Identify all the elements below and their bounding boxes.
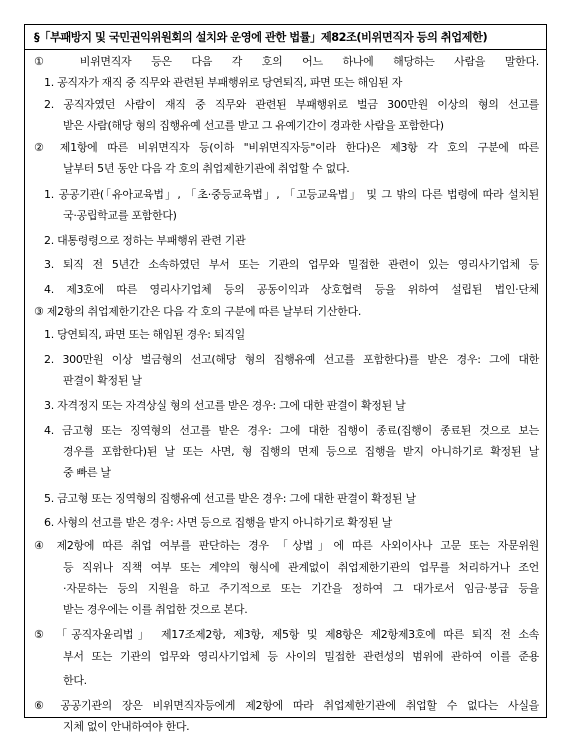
para-5-cont-1: 부서 또는 기관의 업무와 영리사기업체 등 사이의 밀접한 관련성의 범위에 관하여 이를 준용 xyxy=(63,650,539,663)
para-1: ① 비위면직자 등은 다음 각 호의 어느 하나에 해당하는 사람을 말한다. xyxy=(34,55,539,68)
para-4-cont-1: 등 직위나 직책 여부 또는 계약의 형식에 관계없이 취업제한기관의 업무를 처리하거나 조언 xyxy=(63,561,539,574)
para-3-item-2: 2. 300만원 이상 벌금형의 선고(해당 형의 집행유예 선고를 포함한다)를 받은 경우: 그에 대한 xyxy=(44,353,539,366)
para-2-item-1: 1. 공공기관(「유아교육법」, 「초·중등교육법」, 「고등교육법」 및 그 밖의 다른 법령에 따라 설치된 xyxy=(44,188,539,201)
para-5: ⑤ 「공직자윤리법」 제17조제2항, 제3항, 제5항 및 제8항은 제2항제3호에 따른 퇴직 전 소속 xyxy=(34,628,539,641)
article-title: §「부패방지 및 국민권익위원회의 설치와 운영에 관한 법률」제82조(비위면직자 등의 취업제한) xyxy=(25,25,546,50)
para-3-item-5: 5. 금고형 또는 징역형의 집행유예 선고를 받은 경우: 그에 대한 판결이 확정된 날 xyxy=(44,492,416,505)
para-4-cont-2: ·자문하는 등의 지원을 하고 주기적으로 또는 기간을 정하여 그 대가로서 임금·봉급 등을 xyxy=(63,582,539,595)
para-2-item-3: 3. 퇴직 전 5년간 소속하였던 부서 또는 기관의 업무와 밀접한 관련이 있는 영리사기업체 등 xyxy=(44,258,539,271)
para-2-cont: 날부터 5년 동안 다음 각 호의 취업제한기관에 취업할 수 없다. xyxy=(63,162,350,175)
para-4: ④ 제2항에 따른 취업 여부를 판단하는 경우 「상법」에 따른 사외이사나 고문 또는 자문위원 xyxy=(34,539,539,552)
para-3-item-4: 4. 금고형 또는 징역형의 선고를 받은 경우: 그에 대한 집행이 종료(집행이 종료된 것으로 보는 xyxy=(44,424,539,437)
para-6-cont: 지체 없이 안내하여야 한다. xyxy=(63,720,190,733)
para-4-cont-3: 받는 경우에는 이를 취업한 것으로 본다. xyxy=(63,603,248,616)
para-2-item-2: 2. 대통령령으로 정하는 부패행위 관련 기관 xyxy=(44,234,246,247)
law-article-box xyxy=(24,24,547,733)
para-5-cont-2: 한다. xyxy=(63,674,87,687)
para-1-item-1: 1. 공직자가 재직 중 직무와 관련된 부패행위로 당연퇴직, 파면 또는 해임된 자 xyxy=(44,76,403,89)
para-2-item-4: 4. 제3호에 따른 영리사기업체 등의 공동이익과 상호협력 등을 위하여 설립된 법인·단체 xyxy=(44,283,539,296)
para-3-item-6: 6. 사형의 선고를 받은 경우: 사면 등으로 집행을 받지 아니하기로 확정된 날 xyxy=(44,516,392,529)
para-3-item-1: 1. 당연퇴직, 파면 또는 해임된 경우: 퇴직일 xyxy=(44,328,245,341)
para-2: ② 제1항에 따른 비위면직자 등(이하 "비위면직자등"이라 한다)은 제3항 각 호의 구분에 따른 xyxy=(34,141,539,154)
para-3-item-4-cont: 경우를 포함한다)된 날 또는 사면, 형 집행의 면제 등으로 집행을 받지 아니하기로 확정된 날 xyxy=(63,445,539,458)
para-1-item-2-cont: 받은 사람(해당 형의 집행유예 선고를 받고 그 유예기간이 경과한 사람을 포함한다) xyxy=(63,119,444,132)
para-6: ⑥ 공공기관의 장은 비위면직자등에게 제2항에 따라 취업제한기관에 취업할 수 없다는 사실을 xyxy=(34,699,539,712)
para-3-item-3: 3. 자격정지 또는 자격상실 형의 선고를 받은 경우: 그에 대한 판결이 확정된 날 xyxy=(44,399,406,412)
para-3: ③ 제2항의 취업제한기간은 다음 각 호의 구분에 따른 날부터 기산한다. xyxy=(34,305,362,318)
para-3-item-4-cont2: 중 빠른 날 xyxy=(63,466,111,479)
para-1-item-2: 2. 공직자였던 사람이 재직 중 직무와 관련된 부패행위로 벌금 300만원 이상의 형의 선고를 xyxy=(44,98,539,111)
para-3-item-2-cont: 판결이 확정된 날 xyxy=(63,374,142,387)
para-2-item-1-cont: 국·공립학교를 포함한다) xyxy=(63,209,177,222)
